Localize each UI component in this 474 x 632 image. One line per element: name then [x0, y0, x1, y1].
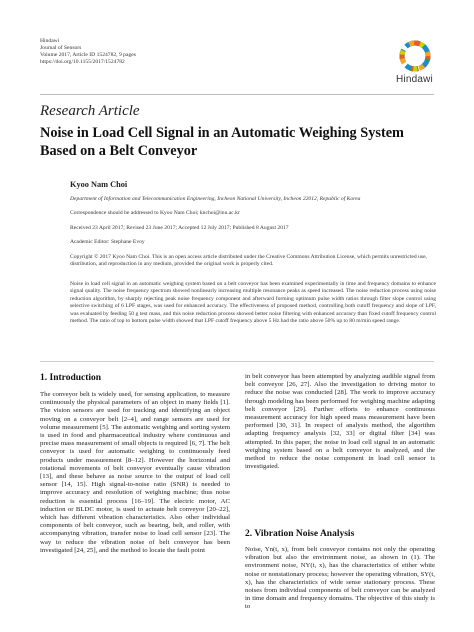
section-heading-vibration-noise: 2. Vibration Noise Analysis: [245, 529, 355, 539]
publisher-name: Hindawi: [40, 38, 60, 44]
author-name: Kyoo Nam Choi: [70, 180, 128, 189]
journal-name: Journal of Sensors: [40, 45, 82, 51]
academic-editor: Academic Editor: Stephane Evoy: [70, 239, 145, 245]
copyright-notice: Copyright © 2017 Kyoo Nam Choi. This is an open access article distributed under the Creative Commons Attribution License, which permits unrestricted use, distribution, and reproduction in any medium, provided the original work is properly cited.: [70, 254, 427, 268]
article-type: Research Article: [40, 103, 140, 119]
abstract-divider: [40, 361, 434, 362]
logo-wordmark: Hindawi: [396, 74, 433, 85]
introduction-continued: in belt conveyor has been attempted by analyzing audible signal from belt conveyor [26, 27]. Also the investigation to driving motor to reduce the noise was conducted [28]. The work to improve accuracy through modeling has been performed for weighing machine adapting belt conveyor [29]. Further efforts to enhance continuous measurement accuracy for high speed mass measurement have been performed [30, 31]. In respect of analysis method, the algorithm adapting frequency analysis [32, 33] or digital filter [34] was attempted. In this paper, the noise in load cell signal in an automatic weighing system based on a belt conveyor is analyzed, and the method to reduce the noise component in load cell sensor is investigated.: [245, 373, 435, 471]
publication-dates: Received 23 April 2017; Revised 23 June 2017; Accepted 12 July 2017; Published 8 August 2017: [70, 225, 289, 231]
affiliation: Department of Information and Telecommunication Engineering, Incheon National University, Incheon 22012, Republic of Korea: [70, 196, 361, 202]
header-divider: [40, 94, 434, 95]
introduction-paragraph: The conveyor belt is widely used, for sensing application, to measure continuously the physical parameters of an object in many fields [1]. The vision sensors are used for tracking and identifying an object moving on a conveyor belt [2–4], and range sensors are used for volume measurement [5]. The automatic weighing and sorting system is used in food and pharmaceutical industry where continuous and precise mass measurement of small objects is required [6, 7]. The belt conveyor is used for automatic weighing to continuously feed products under measurement [8–12]. However the horizontal and rotational movements of belt conveyor eventually cause vibration [13], and these behave as noise source to the output of load cell sensor [14, 15]. High signal-to-noise ratio (SNR) is needed to improve accuracy and resolution of weighing machine; thus noise reduction is essential process [16–19]. The electric motor, AC induction or BLDC motor, is used to actuate belt conveyor [20–22], which has different vibration characteristics. Also other individual components of belt conveyor, such as bearing, belt, and roller, with accompanying vibration, transfer noise to load cell sensor [23]. The way to reduce the vibration noise of belt conveyor has been investigated [24, 25], and the method to locate the fault point: [40, 391, 230, 554]
correspondence: Correspondence should be addressed to Kyoo Nam Choi; knchoi@inu.ac.kr: [70, 210, 240, 216]
vibration-noise-paragraph: Noise, Yn(t, x), from belt conveyor contains not only the operating vibration but also the environment noise, as shown in (1). The environment noise, NY(t, x), has the characteristics of either white noise or nonstationary process; however the operating vibration, SY(t, x), has the characteristics of wide sense stationary process. These noises from individual components of belt conveyor can be analyzed in time domain and frequency domains. The objective of this study is to: [245, 546, 435, 611]
article-title: Noise in Load Cell Signal in an Automatic Weighing System Based on a Belt Conveyor: [40, 125, 404, 159]
journal-info: [40, 38, 136, 66]
section-heading-introduction: 1. Introduction: [40, 373, 102, 383]
volume-line: Volume 2017, Article ID 1524782, 9 pages: [40, 52, 136, 58]
abstract: Noise in load cell signal in an automatic weighing system based on a belt conveyor has been examined experimentally in time and frequency domains to enhance signal quality. The noise frequency spectrum showed nonlinearly increasing multiple resonance peaks as speed increased. The noise reduction process using noise reduction algorithm, by sharply rejecting peak noise frequency component and afterward forming optimum pulse width ratios through filter slope control using selective switching of 6 LPF stages, was used for enhanced accuracy. The effectiveness of proposed method, controlling both cutoff frequency and slope of LPF, was evaluated by feeding 50 g test mass, and this noise reduction process showed better noise filtering with enhanced accuracy than fixed cutoff frequency control method. The ratio of top to bottom pulse width showed that LPF cutoff frequency above 5 Hz had the ratio above 50% up to 80 m/min speed range.: [70, 281, 436, 325]
doi-link[interactable]: https://doi.org/10.1155/2017/1524782: [40, 59, 125, 65]
